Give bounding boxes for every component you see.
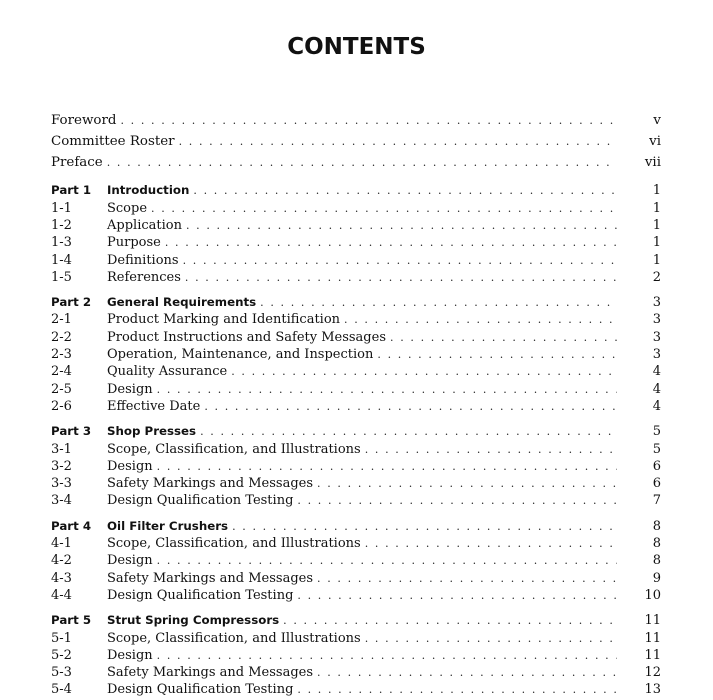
- toc-leader-dots: [365, 537, 617, 550]
- toc-page-number: 1: [652, 217, 661, 233]
- toc-entry-label: Foreword: [51, 113, 117, 128]
- toc-leader-dots: [260, 296, 617, 309]
- toc-leader-dots: [317, 666, 617, 679]
- toc-section-number: 1-2: [51, 217, 72, 233]
- toc-page-number: 4: [652, 364, 661, 380]
- toc-section-entry[interactable]: [51, 588, 661, 605]
- toc-section-number: 1-5: [51, 269, 72, 285]
- toc-leader-dots: [185, 271, 617, 284]
- toc-section-number: 2-3: [51, 347, 72, 363]
- toc-leader-dots: [297, 683, 617, 696]
- toc-page-number: 5: [652, 441, 661, 457]
- toc-leader-dots: [183, 254, 617, 267]
- toc-front-entry[interactable]: [51, 155, 661, 176]
- toc-page-number: 12: [644, 665, 661, 681]
- toc-section-entry[interactable]: [51, 648, 661, 665]
- toc-section-entry[interactable]: [51, 364, 661, 381]
- toc-page-number: 3: [652, 329, 661, 345]
- toc-part-number: Part 3: [51, 424, 92, 439]
- toc-entry-label: Product Marking and Identification: [107, 312, 341, 328]
- toc-part-number: Part 1: [51, 183, 92, 198]
- toc-spacer: [51, 287, 661, 295]
- toc-entry-label: Design Qualification Testing: [107, 493, 294, 509]
- toc-section-number: 1-1: [51, 200, 72, 216]
- toc-page-number: v: [653, 113, 661, 128]
- toc-page-number: 6: [652, 476, 661, 492]
- toc-section-entry[interactable]: [51, 399, 661, 416]
- toc-section-entry[interactable]: [51, 459, 661, 476]
- toc-entry-label: Purpose: [107, 235, 161, 251]
- toc-section-entry[interactable]: [51, 330, 661, 347]
- toc-section-number: 3-2: [51, 458, 72, 474]
- toc-section-entry[interactable]: [51, 253, 661, 270]
- toc-page-number: 7: [652, 493, 661, 509]
- toc-part-heading[interactable]: [51, 519, 661, 536]
- toc-section-number: 3-3: [51, 476, 72, 492]
- toc-section-number: 4-3: [51, 570, 72, 586]
- toc-leader-dots: [179, 135, 617, 148]
- toc-entry-label: Safety Markings and Messages: [107, 665, 314, 681]
- toc-page-number: 5: [652, 424, 661, 440]
- toc-leader-dots: [283, 614, 617, 627]
- toc-leader-dots: [193, 184, 617, 197]
- toc-leader-dots: [231, 365, 617, 378]
- toc-page-number: 3: [652, 312, 661, 328]
- toc-leader-dots: [186, 219, 617, 232]
- toc-entry-label: Definitions: [107, 252, 179, 268]
- toc-entry-label: Design Qualification Testing: [107, 587, 294, 603]
- toc-leader-dots: [390, 331, 617, 344]
- toc-page-number: 1: [652, 183, 661, 199]
- toc-page-number: 2: [652, 269, 661, 285]
- toc-section-number: 1-4: [51, 252, 72, 268]
- toc-leader-dots: [317, 572, 617, 585]
- toc-page-number: 10: [644, 587, 661, 603]
- toc-entry-label: Committee Roster: [51, 133, 175, 149]
- toc-part-title: Introduction: [107, 183, 190, 198]
- toc-leader-dots: [165, 236, 617, 249]
- toc-section-number: 1-3: [51, 235, 72, 251]
- toc-leader-dots: [157, 383, 617, 396]
- toc-section-number: 2-1: [51, 312, 72, 328]
- toc-part-title: Oil Filter Crushers: [107, 518, 229, 533]
- toc-spacer: [51, 605, 661, 613]
- toc-section-entry[interactable]: [51, 476, 661, 493]
- toc-entry-label: Design: [107, 458, 153, 474]
- toc-entry-label: Design Qualification Testing: [107, 682, 294, 698]
- toc-page-number: 8: [652, 536, 661, 552]
- toc-page-number: vii: [644, 154, 661, 170]
- toc-part-title: Shop Presses: [107, 424, 197, 439]
- toc-section-number: 4-1: [51, 536, 72, 552]
- toc-page-number: 1: [652, 252, 661, 268]
- toc-part-title: Strut Spring Compressors: [107, 613, 280, 628]
- toc-section-entry[interactable]: [51, 682, 661, 699]
- toc-part-number: Part 5: [51, 613, 92, 628]
- toc-entry-label: Design: [107, 381, 153, 397]
- toc-page-number: 8: [652, 518, 661, 534]
- toc-section-entry[interactable]: [51, 218, 661, 235]
- toc-entry-label: Safety Markings and Messages: [107, 476, 314, 492]
- toc-section-number: 5-2: [51, 647, 72, 663]
- toc-part-heading[interactable]: [51, 424, 661, 441]
- toc-leader-dots: [365, 632, 617, 645]
- toc-section-number: 5-1: [51, 630, 72, 646]
- toc-leader-dots: [297, 589, 617, 602]
- toc-part-number: Part 4: [51, 518, 92, 533]
- table-of-contents: [51, 113, 661, 700]
- toc-page-number: 3: [652, 347, 661, 363]
- toc-entry-label: Application: [107, 217, 182, 233]
- toc-section-entry[interactable]: [51, 442, 661, 459]
- toc-leader-dots: [232, 520, 617, 533]
- toc-front-entry[interactable]: [51, 134, 661, 155]
- toc-entry-label: Quality Assurance: [107, 364, 228, 380]
- toc-part-number: Part 2: [51, 295, 92, 310]
- toc-page-number: 6: [652, 458, 661, 474]
- toc-leader-dots: [317, 477, 617, 490]
- toc-part-title: General Requirements: [107, 295, 257, 310]
- toc-entry-label: Scope, Classification, and Illustrations: [107, 536, 361, 552]
- toc-section-entry[interactable]: [51, 235, 661, 252]
- toc-entry-label: Preface: [51, 154, 103, 170]
- toc-section-entry[interactable]: [51, 312, 661, 329]
- toc-entry-label: References: [107, 269, 181, 285]
- toc-spacer: [51, 416, 661, 424]
- toc-page-number: 3: [652, 295, 661, 311]
- toc-leader-dots: [365, 443, 617, 456]
- toc-entry-label: Scope, Classification, and Illustrations: [107, 441, 361, 457]
- toc-section-entry[interactable]: [51, 665, 661, 682]
- toc-section-number: 4-4: [51, 587, 72, 603]
- toc-section-number: 3-4: [51, 493, 72, 509]
- toc-entry-label: Product Instructions and Safety Messages: [107, 329, 386, 345]
- toc-leader-dots: [120, 114, 617, 127]
- toc-section-number: 3-1: [51, 441, 72, 457]
- toc-page-number: vi: [649, 133, 661, 149]
- toc-page-number: 9: [652, 570, 661, 586]
- toc-part-heading[interactable]: [51, 295, 661, 312]
- toc-page-number: 13: [644, 682, 661, 698]
- toc-page-number: 4: [652, 381, 661, 397]
- toc-page-number: 11: [644, 647, 661, 663]
- toc-leader-dots: [157, 554, 617, 567]
- toc-page-number: 1: [652, 200, 661, 216]
- toc-section-entry[interactable]: [51, 536, 661, 553]
- toc-leader-dots: [297, 494, 617, 507]
- toc-section-number: 2-6: [51, 398, 72, 414]
- toc-spacer: [51, 175, 661, 183]
- toc-leader-dots: [157, 460, 617, 473]
- toc-section-entry[interactable]: [51, 493, 661, 510]
- toc-entry-label: Scope, Classification, and Illustrations: [107, 630, 361, 646]
- toc-leader-dots: [107, 156, 617, 169]
- toc-leader-dots: [344, 313, 617, 326]
- toc-section-entry[interactable]: [51, 382, 661, 399]
- toc-section-entry[interactable]: [51, 553, 661, 570]
- toc-leader-dots: [157, 649, 617, 662]
- toc-entry-label: Design: [107, 647, 153, 663]
- toc-part-heading[interactable]: [51, 613, 661, 630]
- toc-front-entry[interactable]: [51, 113, 661, 134]
- toc-section-entry[interactable]: [51, 631, 661, 648]
- toc-entry-label: Safety Markings and Messages: [107, 570, 314, 586]
- toc-section-entry[interactable]: [51, 270, 661, 287]
- toc-page-number: 11: [644, 613, 661, 629]
- toc-section-number: 5-4: [51, 682, 72, 698]
- toc-leader-dots: [200, 425, 617, 438]
- toc-section-entry[interactable]: [51, 201, 661, 218]
- toc-entry-label: Design: [107, 553, 153, 569]
- toc-page-number: 11: [644, 630, 661, 646]
- toc-section-entry[interactable]: [51, 571, 661, 588]
- page-title: CONTENTS: [287, 34, 426, 60]
- toc-section-entry[interactable]: [51, 347, 661, 364]
- toc-page-number: 8: [652, 553, 661, 569]
- toc-page-number: 1: [652, 235, 661, 251]
- toc-spacer: [51, 511, 661, 519]
- toc-leader-dots: [204, 400, 617, 413]
- toc-leader-dots: [377, 348, 617, 361]
- toc-part-heading[interactable]: [51, 183, 661, 200]
- toc-entry-label: Scope: [107, 200, 148, 216]
- toc-entry-label: Operation, Maintenance, and Inspection: [107, 347, 374, 363]
- toc-entry-label: Effective Date: [107, 398, 201, 414]
- toc-section-number: 2-2: [51, 329, 72, 345]
- toc-section-number: 4-2: [51, 553, 72, 569]
- toc-section-number: 2-5: [51, 381, 72, 397]
- toc-section-number: 2-4: [51, 364, 72, 380]
- toc-page-number: 4: [652, 398, 661, 414]
- toc-section-number: 5-3: [51, 665, 72, 681]
- toc-leader-dots: [151, 202, 617, 215]
